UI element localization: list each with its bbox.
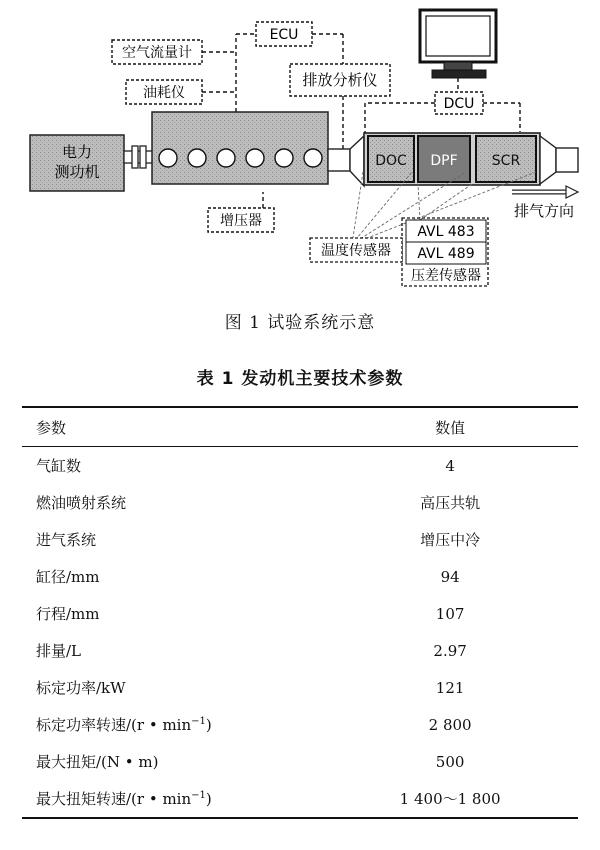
test-system-diagram: [0, 0, 600, 300]
table-row: [22, 558, 578, 595]
doc-label: DOC: [375, 153, 407, 169]
engine: [152, 112, 328, 184]
param-cell: 最大扭矩/(N • m): [36, 753, 159, 771]
dpf-label: DPF: [430, 153, 458, 169]
dcu-label: DCU: [443, 96, 475, 112]
cylinder-6: [304, 149, 322, 167]
header-param: 参数: [36, 418, 67, 437]
table-row: [22, 780, 578, 818]
dynamometer: [30, 135, 124, 191]
value-cell: 2.97: [433, 641, 467, 660]
dcu-box: [435, 92, 483, 114]
ecu-box: [256, 22, 312, 46]
pressure-sensor-label: 压差传感器: [411, 268, 481, 284]
cylinder-5: [275, 149, 293, 167]
exhaust-pipe: [328, 136, 364, 186]
aftertreatment-unit: [364, 133, 578, 185]
value-cell: 增压中冷: [420, 531, 481, 549]
figure-caption: 图 1 试验系统示意: [224, 313, 376, 333]
param-cell: 气缸数: [36, 457, 82, 475]
param-cell: 进气系统: [36, 531, 97, 549]
table-row: [22, 595, 578, 632]
temperature-sensor-box: [310, 238, 402, 262]
table-row: [22, 669, 578, 706]
cylinder-3: [217, 149, 235, 167]
air-flow-meter-box: [112, 40, 202, 64]
air-flow-meter-label: 空气流量计: [122, 45, 192, 61]
param-cell: 最大扭矩转速/(r • $\min^{-1}$): [36, 790, 212, 808]
exhaust-analyzer-box: [290, 64, 390, 96]
exhaust-analyzer-label: 排放分析仪: [302, 71, 378, 89]
param-cell: 标定功率/kW: [36, 679, 126, 697]
coupling-shaft: [124, 146, 154, 168]
value-cell: 121: [435, 678, 465, 697]
table-row: [22, 521, 578, 558]
param-cell: 缸径/mm: [36, 568, 100, 586]
value-cell: 1 400～1 800: [399, 790, 501, 808]
fuel-meter-label: 油耗仪: [143, 85, 185, 101]
value-cell: 94: [440, 567, 460, 586]
table-title: 表 1 发动机主要技术参数: [196, 369, 404, 389]
scr-label: SCR: [491, 153, 521, 169]
turbocharger-box: [208, 208, 274, 232]
table-row: [22, 706, 578, 743]
ecu-label: ECU: [269, 27, 299, 43]
exhaust-arrow-icon: [566, 186, 578, 198]
table-header-row: [22, 407, 578, 447]
cylinder-1: [159, 149, 177, 167]
value-cell: 2 800: [428, 715, 472, 734]
value-cell: 107: [435, 604, 465, 623]
value-cell: 高压共轨: [420, 494, 481, 512]
value-cell: 500: [435, 752, 465, 771]
value-cell: 4: [445, 456, 455, 475]
param-cell: 燃油喷射系统: [36, 494, 127, 512]
temperature-sensor-label: 温度传感器: [321, 243, 391, 259]
param-cell: 行程/mm: [36, 605, 100, 623]
dynamometer-label-1: 电力: [61, 143, 93, 161]
param-cell: 排量/L: [36, 642, 82, 660]
cylinder-2: [188, 149, 206, 167]
exhaust-direction-label: 排气方向: [513, 202, 575, 220]
monitor-icon: [420, 10, 496, 78]
engine-parameters-table: [22, 406, 578, 819]
table-row: [22, 484, 578, 521]
fuel-meter-box: [126, 80, 202, 104]
table-row: [22, 632, 578, 669]
param-cell: 标定功率转速/(r • $\min^{-1}$): [36, 716, 212, 734]
avl483-label: AVL 483: [417, 224, 475, 240]
sensor-group-box: [402, 218, 488, 286]
table-row: [22, 743, 578, 780]
header-value: 数值: [435, 418, 466, 437]
cylinder-4: [246, 149, 264, 167]
table-row: [22, 447, 578, 485]
turbocharger-label: 增压器: [220, 213, 262, 229]
dynamometer-label-2: 测功机: [54, 163, 100, 181]
avl489-label: AVL 489: [417, 246, 475, 262]
